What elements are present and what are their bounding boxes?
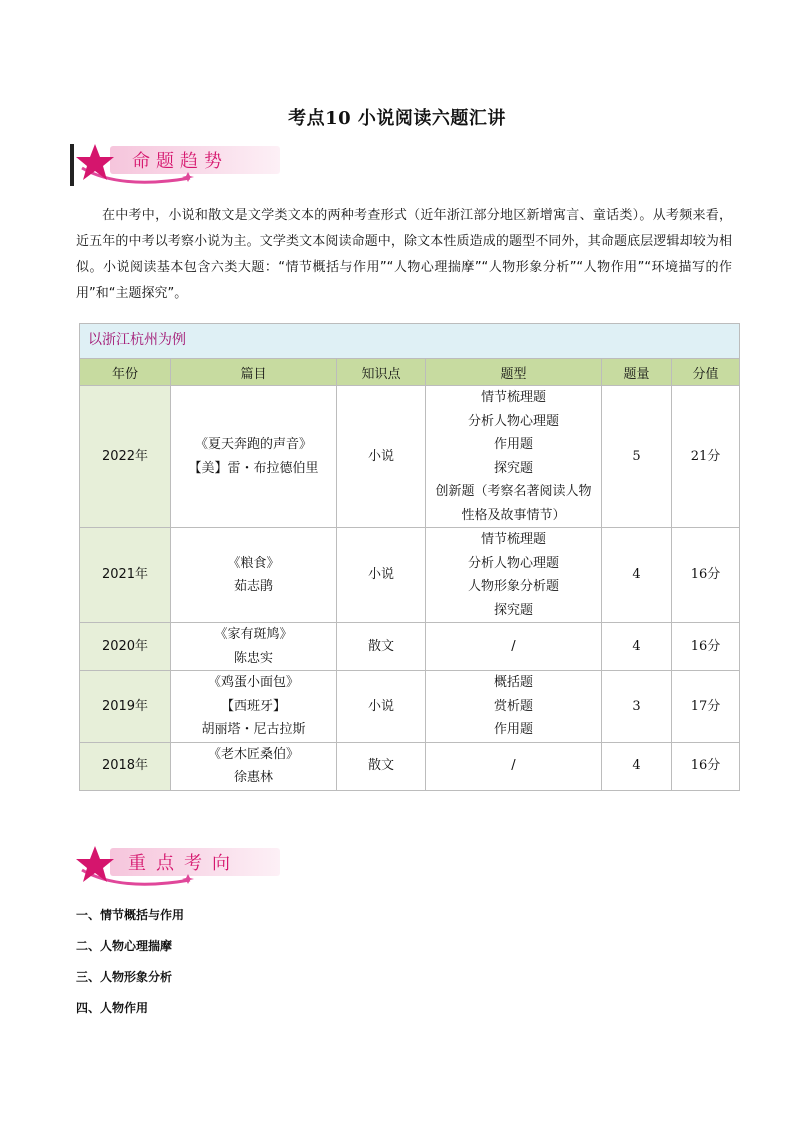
cell-title (171, 742, 337, 790)
table-row (80, 386, 740, 528)
cell-title (171, 386, 337, 528)
type-line: 性格及故事情节） (461, 507, 566, 523)
cell-title (171, 671, 337, 743)
author-line: 徐惠林 (233, 770, 273, 785)
cell-types (426, 386, 602, 528)
cell-count: 4 (602, 623, 672, 671)
cell-score: 16分 (672, 742, 740, 790)
intro-paragraph: 在中考中，小说和散文是文学类文本的两种考查形式（近年浙江部分地区新增寓言、童话类）。从考频来看，近五年的中考以考察小说为主。文学类文本阅读命题中，除文本性质造成的题型不同外，其命题底层逻辑却较为相似。小说阅读基本包含六类大题：“情节概括与作用”“人物心理揣摩”“人物形象分析”“人物作用”“环境描写的作用”和“主题探究”。 (76, 208, 732, 301)
author-line: 【美】雷・布拉德伯里 (188, 460, 319, 476)
header-title: 篇目 (171, 359, 337, 386)
cell-knowledge: 小说 (337, 528, 426, 623)
type-line: 分析人物心理题 (467, 413, 559, 429)
type-line: 探究题 (493, 602, 533, 618)
section-title-trend: 命题趋势 (132, 151, 228, 172)
type-line: 作用题 (493, 437, 533, 452)
cell-year: 2021年 (80, 528, 171, 623)
table-row (80, 671, 740, 743)
cell-types (426, 671, 602, 743)
type-line: 概括题 (493, 675, 533, 690)
table-row (80, 528, 740, 623)
list-item: 四、人物作用 (76, 1001, 149, 1015)
title-line: 《老木匠桑伯》 (207, 746, 299, 762)
exam-table (79, 323, 740, 791)
type-line: 赏析题 (493, 698, 533, 714)
cell-types: / (426, 742, 602, 790)
list-item: 三、人物形象分析 (76, 970, 173, 984)
table-row (80, 623, 740, 671)
cell-score: 16分 (672, 528, 740, 623)
list-item: 一、情节概括与作用 (76, 908, 185, 922)
cell-year: 2018年 (80, 742, 171, 790)
cell-title (171, 623, 337, 671)
header-type: 题型 (426, 359, 602, 386)
page-title: 考点10 小说阅读六题汇讲 (288, 108, 506, 129)
cell-knowledge: 小说 (337, 386, 426, 528)
cell-types (426, 528, 602, 623)
cell-count: 3 (602, 671, 672, 743)
author-line: 胡丽塔・尼古拉斯 (201, 722, 306, 737)
cell-count: 5 (602, 386, 672, 528)
table-header-row (80, 359, 740, 386)
type-line: 情节梳理题 (480, 532, 546, 547)
type-line: 探究题 (493, 460, 533, 476)
header-knowledge: 知识点 (337, 359, 426, 386)
cell-count: 4 (602, 742, 672, 790)
star-icon (74, 844, 116, 884)
author-line: 陈忠实 (233, 650, 273, 666)
header-score: 分值 (672, 359, 740, 386)
cell-knowledge: 小说 (337, 671, 426, 743)
type-line: 作用题 (493, 722, 533, 737)
title-line: 《粮食》 (227, 555, 280, 571)
cell-score: 16分 (672, 623, 740, 671)
cell-score: 17分 (672, 671, 740, 743)
title-line: 《鸡蛋小面包》 (207, 675, 299, 690)
cell-score: 21分 (672, 386, 740, 528)
title-line: 《家有斑鸠》 (214, 627, 293, 642)
type-line: 创新题（考察名著阅读人物 (435, 484, 592, 499)
type-line: 分析人物心理题 (467, 555, 559, 571)
cell-knowledge: 散文 (337, 623, 426, 671)
type-line: 情节梳理题 (480, 390, 546, 405)
cell-count: 4 (602, 528, 672, 623)
cell-year: 2019年 (80, 671, 171, 743)
header-count: 题量 (602, 359, 672, 386)
country-line: 【西班牙】 (220, 698, 286, 714)
table-caption: 以浙江杭州为例 (80, 324, 740, 359)
header-year: 年份 (80, 359, 171, 386)
focus-list (76, 906, 184, 1030)
section-title-focus: 重点考向 (128, 853, 240, 874)
section-banner-focus (70, 844, 270, 890)
cell-title (171, 528, 337, 623)
list-item: 二、人物心理揣摩 (76, 939, 173, 953)
table-row (80, 742, 740, 790)
cell-year: 2022年 (80, 386, 171, 528)
section-banner-trend (70, 142, 270, 188)
cell-types: / (426, 623, 602, 671)
title-line: 《夏天奔跑的声音》 (194, 437, 312, 452)
type-line: 人物形象分析题 (467, 579, 559, 594)
cell-knowledge: 散文 (337, 742, 426, 790)
star-icon (74, 142, 116, 182)
author-line: 茹志鹃 (233, 579, 273, 594)
cell-year: 2020年 (80, 623, 171, 671)
